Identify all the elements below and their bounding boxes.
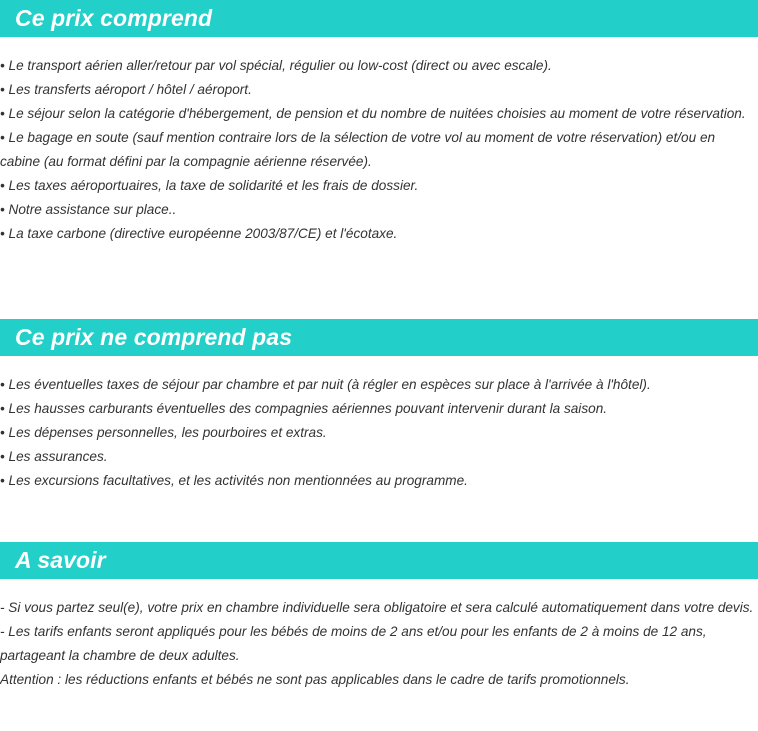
list-item: • Les dépenses personnelles, les pourboires et extras. [0,425,327,440]
list-item: • Les assurances. [0,449,108,464]
section-header-excludes [0,319,758,356]
list-item: • Les taxes aéroportuaires, la taxe de solidarité et les frais de dossier. [0,178,419,193]
info-line: Attention : les réductions enfants et bébés ne sont pas applicables dans le cadre de tarifs promotionnels. [0,672,630,687]
info-line: - Les tarifs enfants seront appliqués pour les bébés de moins de 2 ans et/ou pour les enfants de 2 à moins de 12 ans, partageant la chambre de deux adultes. [0,624,707,663]
list-item: • Le séjour selon la catégorie d'hébergement, de pension et du nombre de nuitées choisies au moment de votre réservation. [0,106,746,121]
section-good-to-know [0,542,758,692]
list-item: • Notre assistance sur place.. [0,202,177,217]
list-item: • Le bagage en soute (sauf mention contraire lors de la sélection de votre vol au moment de votre réservation) et/ou en cabine (au format défini par la compagnie aérienne réservée). [0,130,716,169]
section-excludes [0,319,758,493]
section-title: Ce prix comprend [15,5,213,31]
list-item: • Le transport aérien aller/retour par vol spécial, régulier ou low-cost (direct ou avec escale). [0,58,552,73]
section-header-good-to-know [0,542,758,579]
list-item: • Les éventuelles taxes de séjour par chambre et par nuit (à régler en espèces sur place à l'arrivée à l'hôtel). [0,377,651,392]
list-item: • Les excursions facultatives, et les activités non mentionnées au programme. [0,473,468,488]
list-item: • Les transferts aéroport / hôtel / aéroport. [0,82,252,97]
section-title: Ce prix ne comprend pas [15,324,293,350]
list-item: • La taxe carbone (directive européenne 2003/87/CE) et l'écotaxe. [0,226,398,241]
list-item: • Les hausses carburants éventuelles des compagnies aériennes pouvant intervenir durant la saison. [0,401,608,416]
info-line: - Si vous partez seul(e), votre prix en chambre individuelle sera obligatoire et sera calculé automatiquement dans votre devis. [0,600,754,615]
section-header-includes [0,0,758,37]
section-title: A savoir [15,547,106,573]
section-includes [0,0,758,246]
